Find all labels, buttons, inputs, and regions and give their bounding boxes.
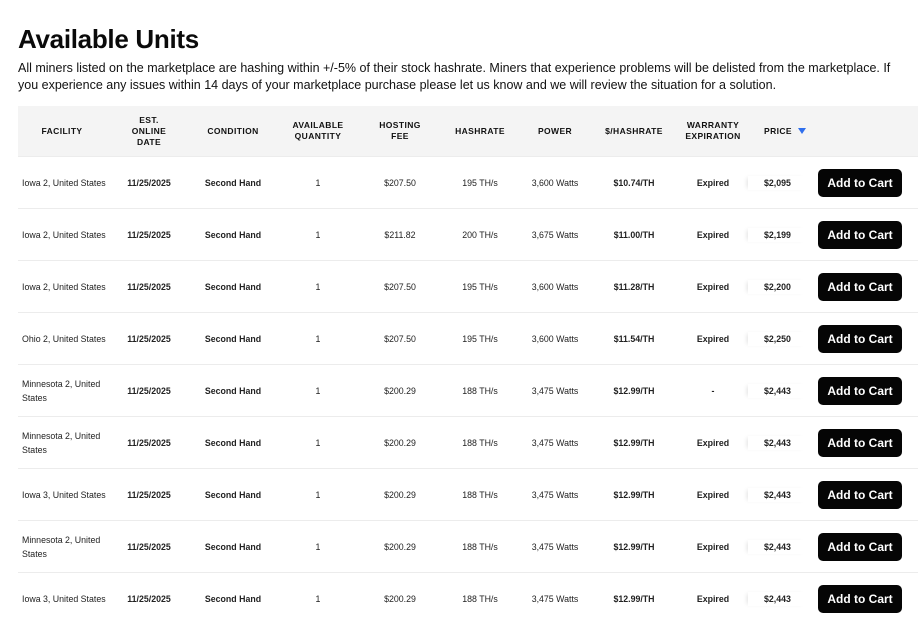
power-cell: 3,475 Watts (531, 541, 579, 552)
condition-cell: Second Hand (204, 437, 262, 448)
header-price[interactable] (748, 126, 806, 137)
header-online-date[interactable]: EST. ONLINE DATE (131, 114, 167, 147)
facility-cell: Iowa 2, United States (22, 229, 106, 240)
table-header (18, 106, 918, 156)
add-to-cart-button[interactable]: Add to Cart (818, 481, 902, 509)
price-cell: $2,095 (748, 176, 806, 190)
hashrate-cell: 195 TH/s (462, 177, 498, 188)
units-table (18, 106, 918, 624)
price-per-hashrate-cell: $11.54/TH (613, 333, 655, 344)
header-facility[interactable]: FACILITY (41, 125, 83, 136)
page-description: All miners listed on the marketplace are hashing within +/-5% of their stock hashrate. Miners that experience problems will be delisted from the marketplace. If you experience any issues within 14 days of your marketplace purchase please let us know and we will review the situation for a solution. (18, 61, 891, 92)
table-row (18, 416, 918, 468)
header-warranty-expiration[interactable]: WARRANTY EXPIRATION (685, 120, 741, 141)
online-date-cell: 11/25/2025 (127, 489, 171, 500)
facility-cell: Iowa 2, United States (22, 177, 106, 188)
price-per-hashrate-cell: $12.99/TH (613, 541, 655, 552)
add-to-cart-button[interactable]: Add to Cart (818, 429, 902, 457)
facility-cell: Iowa 3, United States (22, 489, 106, 500)
hosting-fee-cell: $207.50 (384, 177, 416, 188)
add-to-cart-button[interactable]: Add to Cart (818, 533, 902, 561)
header-condition[interactable]: CONDITION (207, 125, 259, 136)
quantity-cell: 1 (315, 281, 321, 292)
hosting-fee-cell: $200.29 (384, 541, 416, 552)
cart-cell (806, 221, 918, 249)
condition-cell: Second Hand (204, 177, 262, 188)
hosting-fee-cell: $211.82 (384, 229, 416, 240)
price-cell: $2,443 (748, 592, 806, 606)
online-date-cell: 11/25/2025 (127, 177, 171, 188)
condition-cell: Second Hand (204, 281, 262, 292)
add-to-cart-button[interactable]: Add to Cart (818, 377, 902, 405)
online-date-cell: 11/25/2025 (127, 437, 171, 448)
condition-cell: Second Hand (204, 333, 262, 344)
online-date-cell: 11/25/2025 (127, 281, 171, 292)
quantity-cell: 1 (315, 437, 321, 448)
cart-cell (806, 273, 918, 301)
condition-cell: Second Hand (204, 593, 262, 604)
hashrate-cell: 188 TH/s (462, 541, 498, 552)
hashrate-cell: 195 TH/s (462, 281, 498, 292)
cart-cell (806, 533, 918, 561)
warranty-cell: Expired (696, 489, 730, 500)
table-row (18, 156, 918, 208)
price-per-hashrate-cell: $12.99/TH (613, 437, 655, 448)
add-to-cart-button[interactable]: Add to Cart (818, 325, 902, 353)
cart-cell (806, 169, 918, 197)
warranty-cell: Expired (696, 281, 730, 292)
add-to-cart-button[interactable]: Add to Cart (818, 221, 902, 249)
hosting-fee-cell: $207.50 (384, 281, 416, 292)
price-cell: $2,443 (748, 436, 806, 450)
table-row (18, 312, 918, 364)
power-cell: 3,475 Watts (531, 593, 579, 604)
condition-cell: Second Hand (204, 385, 262, 396)
online-date-cell: 11/25/2025 (127, 593, 171, 604)
header-price-per-hashrate[interactable]: $/HASHRATE (605, 125, 663, 136)
cart-cell (806, 325, 918, 353)
warranty-cell: Expired (696, 333, 730, 344)
price-cell: $2,443 (748, 384, 806, 398)
add-to-cart-button[interactable]: Add to Cart (818, 585, 902, 613)
cart-cell (806, 481, 918, 509)
online-date-cell: 11/25/2025 (127, 333, 171, 344)
facility-cell: Iowa 3, United States (22, 593, 106, 604)
price-cell: $2,443 (748, 540, 806, 554)
sort-descending-icon[interactable] (798, 128, 806, 134)
header-quantity[interactable]: AVAILABLE QUANTITY (292, 120, 344, 141)
hashrate-cell: 188 TH/s (462, 489, 498, 500)
price-cell: $2,443 (748, 488, 806, 502)
power-cell: 3,675 Watts (531, 229, 579, 240)
condition-cell: Second Hand (204, 541, 262, 552)
power-cell: 3,600 Watts (531, 281, 579, 292)
warranty-cell: Expired (696, 229, 730, 240)
warranty-cell: Expired (696, 541, 730, 552)
price-per-hashrate-cell: $11.00/TH (613, 229, 655, 240)
quantity-cell: 1 (315, 385, 321, 396)
hashrate-cell: 195 TH/s (462, 333, 498, 344)
table-row (18, 260, 918, 312)
quantity-cell: 1 (315, 489, 321, 500)
add-to-cart-button[interactable]: Add to Cart (818, 169, 902, 197)
price-per-hashrate-cell: $11.28/TH (613, 281, 655, 292)
warranty-cell: - (711, 385, 715, 396)
facility-cell: Minnesota 2, United States (22, 430, 101, 455)
table-row (18, 572, 918, 624)
price-cell: $2,200 (748, 280, 806, 294)
facility-cell: Iowa 2, United States (22, 281, 106, 292)
price-per-hashrate-cell: $12.99/TH (613, 489, 655, 500)
price-per-hashrate-cell: $12.99/TH (613, 385, 655, 396)
table-row (18, 468, 918, 520)
hosting-fee-cell: $200.29 (384, 437, 416, 448)
price-cell: $2,199 (748, 228, 806, 242)
quantity-cell: 1 (315, 333, 321, 344)
cart-cell (806, 377, 918, 405)
quantity-cell: 1 (315, 177, 321, 188)
power-cell: 3,475 Watts (531, 437, 579, 448)
hashrate-cell: 200 TH/s (462, 229, 498, 240)
hashrate-cell: 188 TH/s (462, 437, 498, 448)
power-cell: 3,600 Watts (531, 333, 579, 344)
hosting-fee-cell: $207.50 (384, 333, 416, 344)
power-cell: 3,475 Watts (531, 489, 579, 500)
power-cell: 3,475 Watts (531, 385, 579, 396)
online-date-cell: 11/25/2025 (127, 541, 171, 552)
header-hosting-fee[interactable]: HOSTING FEE (379, 120, 421, 141)
price-cell: $2,250 (748, 332, 806, 346)
quantity-cell: 1 (315, 593, 321, 604)
price-per-hashrate-cell: $10.74/TH (613, 177, 655, 188)
header-power[interactable]: POWER (537, 125, 573, 136)
cart-cell (806, 585, 918, 613)
warranty-cell: Expired (696, 177, 730, 188)
table-row (18, 364, 918, 416)
hashrate-cell: 188 TH/s (462, 385, 498, 396)
facility-cell: Minnesota 2, United States (22, 534, 101, 559)
hosting-fee-cell: $200.29 (384, 593, 416, 604)
condition-cell: Second Hand (204, 489, 262, 500)
price-per-hashrate-cell: $12.99/TH (613, 593, 655, 604)
facility-cell: Minnesota 2, United States (22, 378, 101, 403)
quantity-cell: 1 (315, 541, 321, 552)
facility-cell: Ohio 2, United States (22, 333, 106, 344)
page-title: Available Units (18, 24, 199, 54)
warranty-cell: Expired (696, 593, 730, 604)
condition-cell: Second Hand (204, 229, 262, 240)
hosting-fee-cell: $200.29 (384, 385, 416, 396)
quantity-cell: 1 (315, 229, 321, 240)
table-body (18, 156, 918, 624)
hosting-fee-cell: $200.29 (384, 489, 416, 500)
header-price-label: PRICE (764, 125, 792, 136)
power-cell: 3,600 Watts (531, 177, 579, 188)
header-hashrate[interactable]: HASHRATE (455, 125, 505, 136)
cart-cell (806, 429, 918, 457)
add-to-cart-button[interactable]: Add to Cart (818, 273, 902, 301)
hashrate-cell: 188 TH/s (462, 593, 498, 604)
table-row (18, 208, 918, 260)
online-date-cell: 11/25/2025 (127, 385, 171, 396)
table-row (18, 520, 918, 572)
online-date-cell: 11/25/2025 (127, 229, 171, 240)
warranty-cell: Expired (696, 437, 730, 448)
